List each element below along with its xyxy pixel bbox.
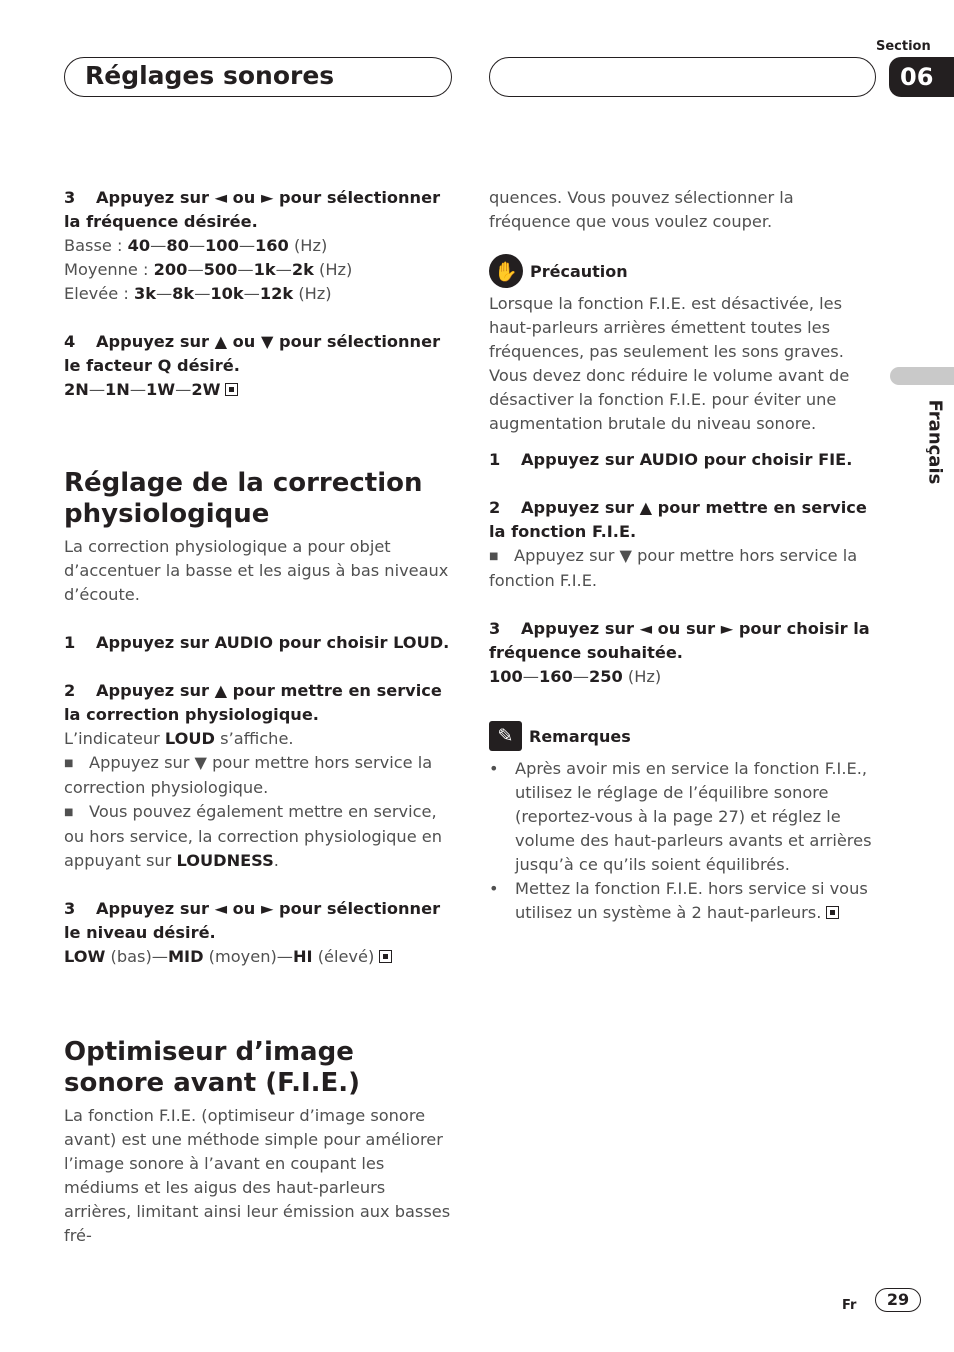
loud-indicator-text: L’indicateur LOUD s’affiche. [64,729,294,748]
q-factor-values: 2N—1N—1W—2W [64,378,456,402]
note-balance: • Après avoir mis en service la fonction F.I.E., utilisez le réglage de l’équilibre sonore (reportez-vous à la page 27) et réglez le volume des haut-parleurs avants et arrières jusqu’à ce qu’ils soient équilibrés. [489,759,872,874]
step-choose-fie: 1 Appuyez sur AUDIO pour choisir FIE. [489,450,853,469]
pencil-icon: ✎ [489,721,522,751]
header-title-box [64,57,452,97]
caution-header [489,254,874,288]
section-number: 06 [889,57,954,97]
bass-frequencies: Basse : 40—80—100—160 (Hz) [64,236,328,255]
end-mark-icon [826,906,839,919]
notes-header [489,719,874,753]
bullet-disable-fie: ■ Appuyez sur ▼ pour mettre hors service la fonction F.I.E. [489,546,858,590]
note-two-speakers: • Mettez la fonction F.I.E. hors service si vous utilisez un système à 2 haut-parleurs. [489,879,868,922]
language-tab-label: Français [924,399,946,485]
high-frequencies: Elevée : 3k—8k—10k—12k (Hz) [64,284,332,303]
end-mark-icon [225,383,238,396]
step-select-level: 3 Appuyez sur ◄ ou ► pour sélectionner le niveau désiré. [64,899,441,942]
step-select-frequency: 3 Appuyez sur ◄ ou ► pour sélectionner la fréquence désirée. [64,188,441,231]
page-number: 29 [875,1288,921,1312]
heading-loudness: Réglage de la correction physiologique [64,468,423,529]
step-choose-frequency: 3 Appuyez sur ◄ ou sur ► pour choisir la fréquence souhaitée. [489,619,870,662]
step-select-q-factor: 4 Appuyez sur ▲ ou ▼ pour sélectionner le facteur Q désiré. [64,332,441,375]
end-mark-icon [379,950,392,963]
page-title: Réglages sonores [85,61,335,90]
right-column [489,186,874,925]
loudness-levels: LOW (bas)—MID (moyen)—HI (élevé) [64,945,456,969]
mid-frequencies: Moyenne : 200—500—1k—2k (Hz) [64,260,353,279]
loudness-intro: La correction physiologique a pour objet d’accentuer la basse et les aigus à bas niveaux d’écoute. [64,537,449,604]
left-column [64,186,456,1248]
fie-intro-continued: quences. Vous pouvez sélectionner la fréquence que vous voulez couper. [489,188,794,231]
header-empty-box [489,57,876,97]
bullet-square-icon: ■ [64,807,74,818]
step-choose-loud: 1 Appuyez sur AUDIO pour choisir LOUD. [64,633,450,652]
bullet-disable-loudness: ■ Appuyez sur ▼ pour mettre hors service la correction physiologique. [64,753,433,797]
step-enable-fie: 2 Appuyez sur ▲ pour mettre en service la fonction F.I.E. [489,498,867,541]
footer-language-code: Fr [842,1298,857,1313]
fie-frequency-values: 100—160—250 (Hz) [489,667,662,686]
heading-fie: Optimiseur d’image sonore avant (F.I.E.) [64,1037,361,1098]
notes-title: Remarques [529,726,631,746]
language-tab-marker [890,367,954,385]
section-label: Section [876,39,931,54]
caution-text: Lorsque la fonction F.I.E. est désactivée, les haut-parleurs arrières émettent toutes les fréquences, pas seulement les sons graves. Vous devez donc réduire le volume avant de désactiver la fonction F.I.E. pour éviter une augmentation brutale du niveau sonore. [489,294,850,433]
bullet-loudness-button: ■ Vous pouvez également mettre en service, ou hors service, la correction physiologique en appuyant sur LOUDNESS. [64,802,443,870]
fie-intro: La fonction F.I.E. (optimiseur d’image sonore avant) est une méthode simple pour améliorer l’image sonore à l’avant en coupant les médiums et les aigus des haut-parleurs arrières, limitant ainsi leur émission aux basses fré- [64,1106,451,1245]
bullet-square-icon: ■ [489,551,499,562]
bullet-square-icon: ■ [64,758,74,769]
step-enable-loudness: 2 Appuyez sur ▲ pour mettre en service la correction physiologique. [64,681,442,724]
caution-title: Précaution [530,261,628,281]
caution-hand-icon: ✋ [489,254,523,288]
